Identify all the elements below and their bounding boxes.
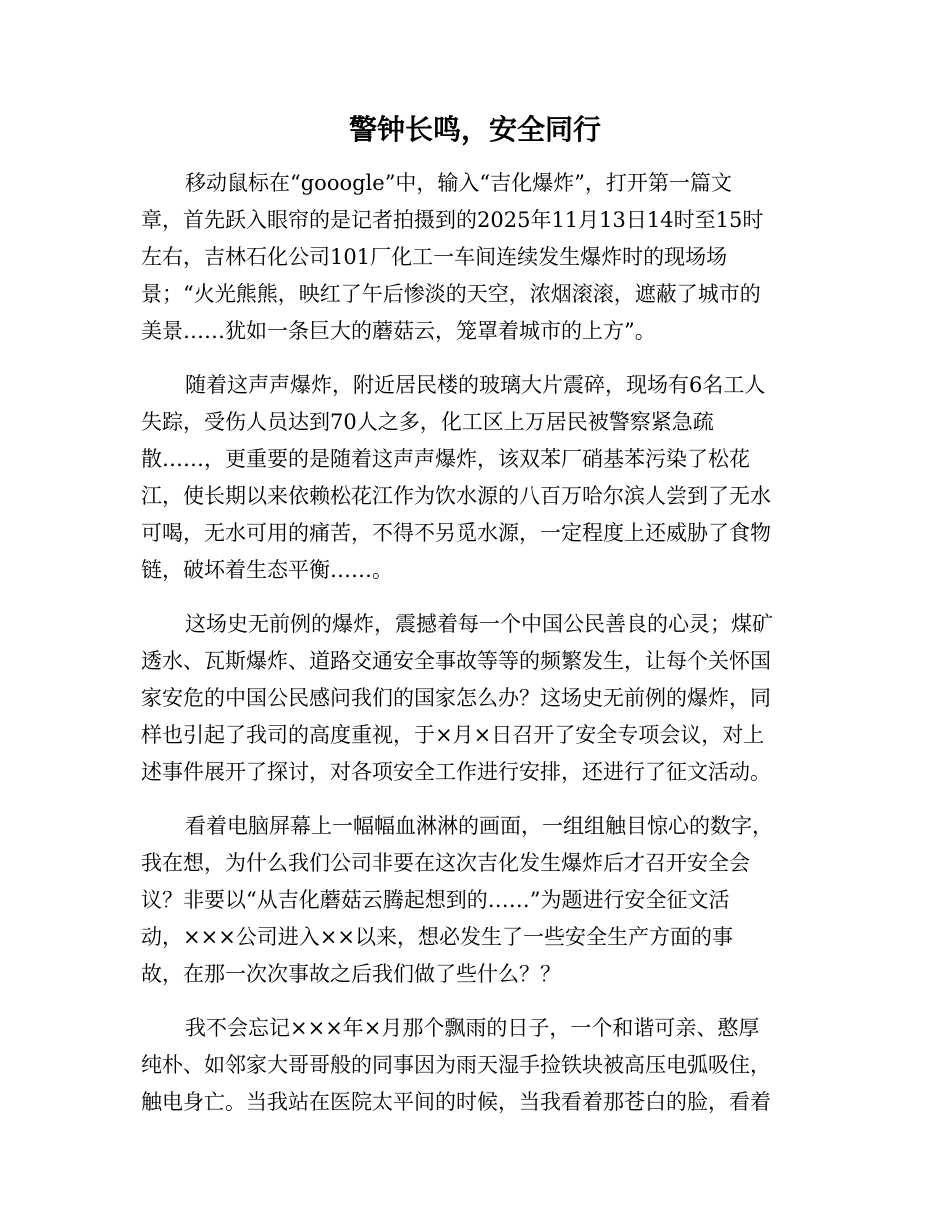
document-title: 警钟长鸣，安全同行 (348, 113, 601, 146)
paragraph-line: 美景……犹如一条巨大的蘑菇云，笼罩着城市的上方”。 (141, 319, 656, 343)
paragraph-line: 样也引起了我司的高度重视，于×月×日召开了安全专项会议，对上 (141, 723, 765, 747)
paragraph-line: 左右，吉林石化公司101厂化工一车间连续发生爆炸时的现场场 (141, 245, 728, 269)
paragraph-line: 透水、瓦斯爆炸、道路交通安全事故等等的频繁发生，让每个关怀国 (141, 649, 771, 673)
paragraph-line: 我在想，为什么我们公司非要在这次吉化发生爆炸后才召开安全会 (141, 851, 750, 875)
paragraph-line: 纯朴、如邻家大哥哥般的同事因为雨天湿手捡铁块被高压电弧吸住， (141, 1053, 771, 1077)
paragraph-5 (141, 1010, 795, 1121)
paragraph-line: 移动鼠标在“gooogle”中，输入“吉化爆炸”，打开第一篇文 (185, 171, 732, 195)
paragraph-line: 可喝，无水可用的痛苦，不得不另觅水源，一定程度上还威胁了食物 (141, 521, 771, 545)
paragraph-line: 家安危的中国公民感问我们的国家怎么办？这场史无前例的爆炸，同 (141, 686, 771, 710)
paragraph-4 (141, 808, 795, 993)
paragraph-3 (141, 606, 795, 791)
paragraph-line: 失踪，受伤人员达到70人之多，化工区上万居民被警察紧急疏 (141, 410, 714, 434)
paragraph-line: 看着电脑屏幕上一幅幅血淋淋的画面，一组组触目惊心的数字， (185, 814, 773, 838)
paragraph-line: 散……，更重要的是随着这声声爆炸，该双苯厂硝基苯污染了松花 (141, 447, 750, 471)
paragraph-line: 故，在那一次次事故之后我们做了些什么？？ (141, 962, 561, 986)
document-body (141, 165, 795, 1138)
paragraph-line: 我不会忘记×××年×月那个飘雨的日子，一个和谐可亲、憨厚 (185, 1016, 760, 1040)
paragraph-line: 议？非要以“从吉化蘑菇云腾起想到的……”为题进行安全征文活 (141, 888, 730, 912)
paragraph-line: 章，首先跃入眼帘的是记者拍摄到的2025年11月13日14时至15时 (141, 208, 764, 232)
paragraph-line: 随着这声声爆炸，附近居民楼的玻璃大片震碎，现场有6名工人 (185, 373, 766, 397)
paragraph-line: 这场史无前例的爆炸，震撼着每一个中国公民善良的心灵；煤矿 (185, 612, 773, 636)
paragraph-line: 述事件展开了探讨，对各项安全工作进行安排，还进行了征文活动。 (141, 760, 771, 784)
paragraph-line: 江，使长期以来依赖松花江作为饮水源的八百万哈尔滨人尝到了无水 (141, 484, 771, 508)
paragraph-1 (141, 165, 795, 350)
paragraph-line: 动，×××公司进入××以来，想必发生了一些安全生产方面的事 (141, 925, 733, 949)
paragraph-line: 触电身亡。当我站在医院太平间的时候，当我看着那苍白的脸，看着 (141, 1090, 771, 1114)
paragraph-2 (141, 367, 795, 589)
paragraph-line: 景；“火光熊熊，映红了午后惨淡的天空，浓烟滚滚，遮蔽了城市的 (141, 282, 761, 306)
paragraph-line: 链，破坏着生态平衡……。 (141, 558, 393, 582)
